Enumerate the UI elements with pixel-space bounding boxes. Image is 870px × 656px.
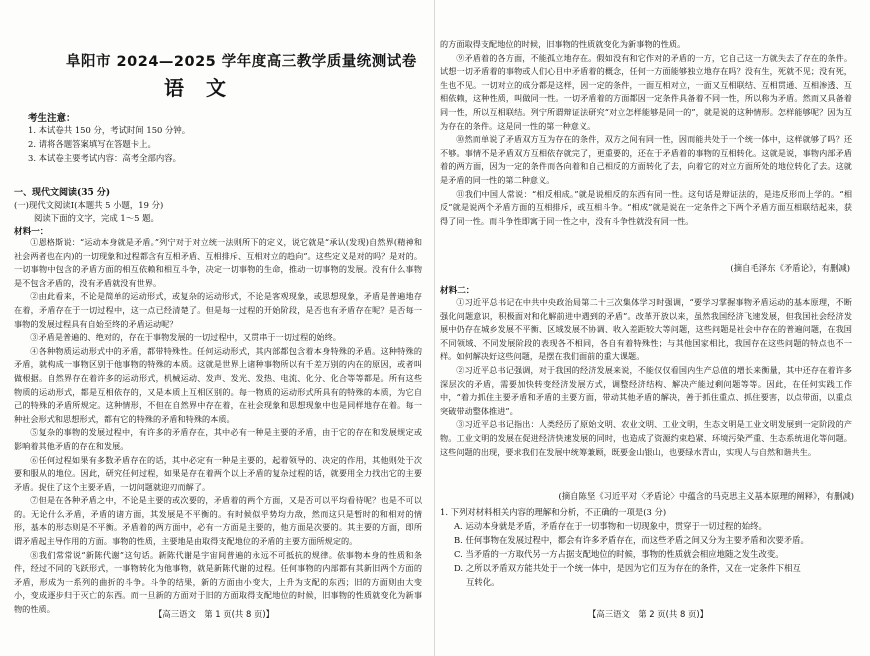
material-1-continued bbox=[440, 38, 852, 258]
page-1 bbox=[14, 0, 426, 656]
paragraph: ⑥任何过程如果有多数矛盾存在的话，其中必定有一种是主要的，起着领导的、决定的作用，其他则处于次要和服从的地位。因此，研究任何过程，如果是存在着两个以上矛盾的复杂过程的话，就要用全力找出它的主要矛盾。捉住了这个主要矛盾，一切问题就迎刃而解了。 bbox=[14, 454, 422, 492]
paragraph: ①习近平总书记在中共中央政治局第二十三次集体学习时强调，“要学习掌握事物矛盾运动的基本原理，不断强化问题意识，积极面对和化解前进中遇到的矛盾”。改革开放以来，虽然我国经济飞速发展，但我国社会经济发展中仍存在城乡发展不平衡、区域发展不协调、收入差距较大等问题，这些问题是社会中存在的普遍问题，在我国不同领域、不同发展阶段的表现各不相同，各自有着特殊性；与其他国家相比，我国存在这些问题的特点也不一样。如何解决好这些问题，是摆在我们面前的重大课题。 bbox=[440, 297, 852, 362]
paragraph: ⑩然而单说了矛盾双方互为存在的条件，双方之间有同一性，因而能共处于一个统一体中，这样就够了吗？还不够。事情不是矛盾双方互相依存就完了，更重要的，还在于矛盾着的事物的互相转化。这就是说，事物内部矛盾着的两方面，因为一定的条件而各向着和自己相反的方面转化了去，向着它的对立方面所处的地位转化了去。这就是矛盾的同一性的第二种意义。 bbox=[440, 134, 852, 185]
note-item: 3. 本试卷主要考试内容：高考全部内容。 bbox=[28, 153, 182, 163]
paragraph: ⑨矛盾着的各方面，不能孤立地存在。假如没有和它作对的矛盾的一方，它自己这一方就失去了存在的条件。试想一切矛盾着的事物或人们心目中矛盾着的概念，任何一方面能够独立地存在吗？没有生，死就不见；没有死，生也不见。一切对立的成分都是这样，因一定的条件，一面互相对立，一面又互相联结、互相贯通、互相渗透、互相依赖，这种性质，叫做同一性。一切矛盾着的方面都因一定条件具备着不同一性，所以称为矛盾。然而又具备着同一性，所以互相联结。列宁所谓辩证法研究“对立怎样能够是同一的”，就是说的这种情形。怎样能够呢？因为互为存在的条件。这是同一性的第一种意义。 bbox=[440, 52, 852, 131]
paragraph: ⑧我们常常说“新陈代谢”这句话。新陈代谢是宇宙间普遍的永远不可抵抗的规律。依事物本身的性质和条件，经过不同的飞跃形式，一事物转化为他事物，就是新陈代谢的过程。任何事物的内部都有其新旧两个方面的矛盾，形成为一系列的曲折的斗争。斗争的结果，新的方面由小变大，上升为支配的东西；旧的方面则由大变小，变成逐步归于灭亡的东西。而一旦新的方面对于旧的方面取得支配地位的时候，旧事物的性质就变化为新事物的性质。 bbox=[14, 549, 422, 615]
answer-option-b: B. 任何事物在发展过程中，都会有许多矛盾存在，而这些矛盾之间又分为主要矛盾和次要矛盾。 bbox=[454, 535, 809, 545]
answer-option-d: D. 之所以矛盾双方能共处于一个统一体中，是因为它们互为存在的条件，又在一定条件下相互 bbox=[454, 563, 801, 573]
answer-option-d-continued: 互转化。 bbox=[466, 577, 500, 587]
page-footer: 【高三语文 第 1 页(共 8 页)】 bbox=[154, 609, 274, 619]
material-2-label: 材料二： bbox=[440, 286, 475, 296]
note-item: 2. 请将各题答案填写在答题卡上。 bbox=[28, 139, 156, 149]
paragraph: ⑤复杂的事物的发展过程中，有许多的矛盾存在，其中必有一种是主要的矛盾，由于它的存在和发展规定或影响着其他矛盾的存在和发展。 bbox=[14, 427, 422, 451]
notes-heading: 考生注意： bbox=[28, 113, 76, 124]
paragraph: ①恩格斯说：“运动本身就是矛盾。”列宁对于对立统一法则所下的定义，说它就是“承认(发现)自然界(精神和社会两者也在内)的一切现象和过程都含有互相矛盾、互相排斥、互相对立的趋向”。这些定义是对的吗？是对的。一切事物中包含的矛盾方面的相互依赖和相互斗争，决定一切事物的生命，推动一切事物的发展。没有什么事物是不包含矛盾的，没有矛盾就没有世界。 bbox=[14, 237, 423, 288]
subject-title: 语文 bbox=[164, 76, 248, 100]
paragraph: ⑦但是在各种矛盾之中，不论是主要的或次要的，矛盾着的两个方面，又是否可以平均看待呢？也是不可以的。无论什么矛盾，矛盾的诸方面，其发展是不平衡的。有时候似乎势均力敌，然而这只是暂时的和相对的情形，基本的形态则是不平衡。矛盾着的两方面中，必有一方面是主要的，他方面是次要的。其主要的方面，即所谓矛盾起主导作用的方面。事物的性质，主要地是由取得支配地位的矛盾的主要方面所规定的。 bbox=[14, 495, 422, 547]
paragraph: ③矛盾是普遍的、绝对的，存在于事物发展的一切过程中，又贯串于一切过程的始终。 bbox=[30, 332, 341, 343]
paragraph: 的方面取得支配地位的时候，旧事物的性质就变化为新事物的性质。 bbox=[440, 39, 686, 49]
source-citation: (摘自陈坚《习近平对〈矛盾论〉中蕴含的马克思主义基本原理的阐释》，有删减) bbox=[558, 491, 854, 501]
paragraph: ⑪我们中国人常说：“相反相成。”就是说相反的东西有同一性。这句话是辩证法的，是违反形而上学的。“相反”就是说两个矛盾方面的互相排斥，或互相斗争。“相成”就是说在一定条件之下两个矛盾方面互相联结起来，获得了同一性。而斗争性即寓于同一性之中，没有斗争性就没有同一性。 bbox=[440, 188, 852, 226]
answer-option-a: A. 运动本身就是矛盾，矛盾存在于一切事物和一切现象中，贯穿于一切过程的始终。 bbox=[454, 521, 767, 531]
page-gutter bbox=[434, 0, 435, 656]
page-footer: 【高三语文 第 2 页(共 8 页)】 bbox=[588, 609, 708, 619]
subsection-heading: (一)现代文阅读Ⅰ(本题共 5 小题，19 分) bbox=[14, 200, 164, 210]
note-item: 1. 本试卷共 150 分，考试时间 150 分钟。 bbox=[28, 125, 191, 135]
exam-title: 阜阳市 2024—2025 学年度高三教学质量统测试卷 bbox=[66, 54, 417, 70]
paragraph: ③习近平总书记指出：人类经历了原始文明、农业文明、工业文明，生态文明是工业文明发展到一定阶段的产物。工业文明的发展在促进经济快速发展的同时，也造成了资源约束趋紧、环境污染严重、生态系统退化等问题。这些问题的出现，要求我们在发展中统筹兼顾，既要金山银山，也要绿水青山，实现人与自然和谐共生。 bbox=[440, 419, 852, 457]
material-2-text bbox=[440, 296, 852, 486]
answer-option-c: C. 当矛盾的一方取代另一方占据支配地位的时候，事物的性质就会相应地随之发生改变。 bbox=[454, 549, 784, 559]
question-1: 1. 下列对材料相关内容的理解和分析，不正确的一项是(3 分) bbox=[440, 507, 667, 517]
paragraph: ②由此看来，不论是简单的运动形式，或复杂的运动形式，不论是客观现象，或思想现象，矛盾是普遍地存在着，矛盾存在于一切过程中，这一点已经清楚了。但是每一过程的开始阶段，是否也有矛盾存在呢？是否每一事物的发展过程具有自始至终的矛盾运动呢？ bbox=[14, 291, 422, 329]
page-2 bbox=[440, 0, 858, 656]
source-citation: (摘自毛泽东《矛盾论》，有删减) bbox=[730, 263, 850, 273]
reading-instruction: 阅读下面的文字，完成 1～5 题。 bbox=[34, 213, 159, 223]
material-1-label: 材料一： bbox=[14, 227, 49, 237]
paragraph: ②习近平总书记强调，对于我国的经济发展来说，不能仅仅看国内生产总值的增长来衡量，其中还存在着许多深层次的矛盾，需要加快转变经济发展方式，调整经济结构、解决产能过剩问题等等。因此，在任何实践工作中，“着力抓住主要矛盾和矛盾的主要方面，带动其他矛盾的解决，善于抓住重点、抓住要害，以点带面，以重点突破带动整体推进”。 bbox=[440, 364, 852, 416]
section-heading: 一、现代文阅读(35 分) bbox=[14, 188, 111, 198]
paragraph: ④各种物质运动形式中的矛盾，都带特殊性。任何运动形式，其内部都包含着本身特殊的矛盾。这种特殊的矛盾，就构成一事物区别于他事物的特殊的本质。这就是世界上诸种事物所以有千差万别的内在的原因，或者叫做根据。自然界存在着许多的运动形式，机械运动、发声、发光、发热、电流、化分、化合等等都是。所有这些物质的运动形式，都是互相依存的，又是本质上互相区别的。每一物质的运动形式所具有的特殊的本质，为它自己的特殊的矛盾所规定。这种情形，不但在自然界中存在着，在社会现象和思想现象中也是同样地存在着。每一种社会形式和思想形式，都有它的特殊的矛盾和特殊的本质。 bbox=[14, 345, 422, 424]
